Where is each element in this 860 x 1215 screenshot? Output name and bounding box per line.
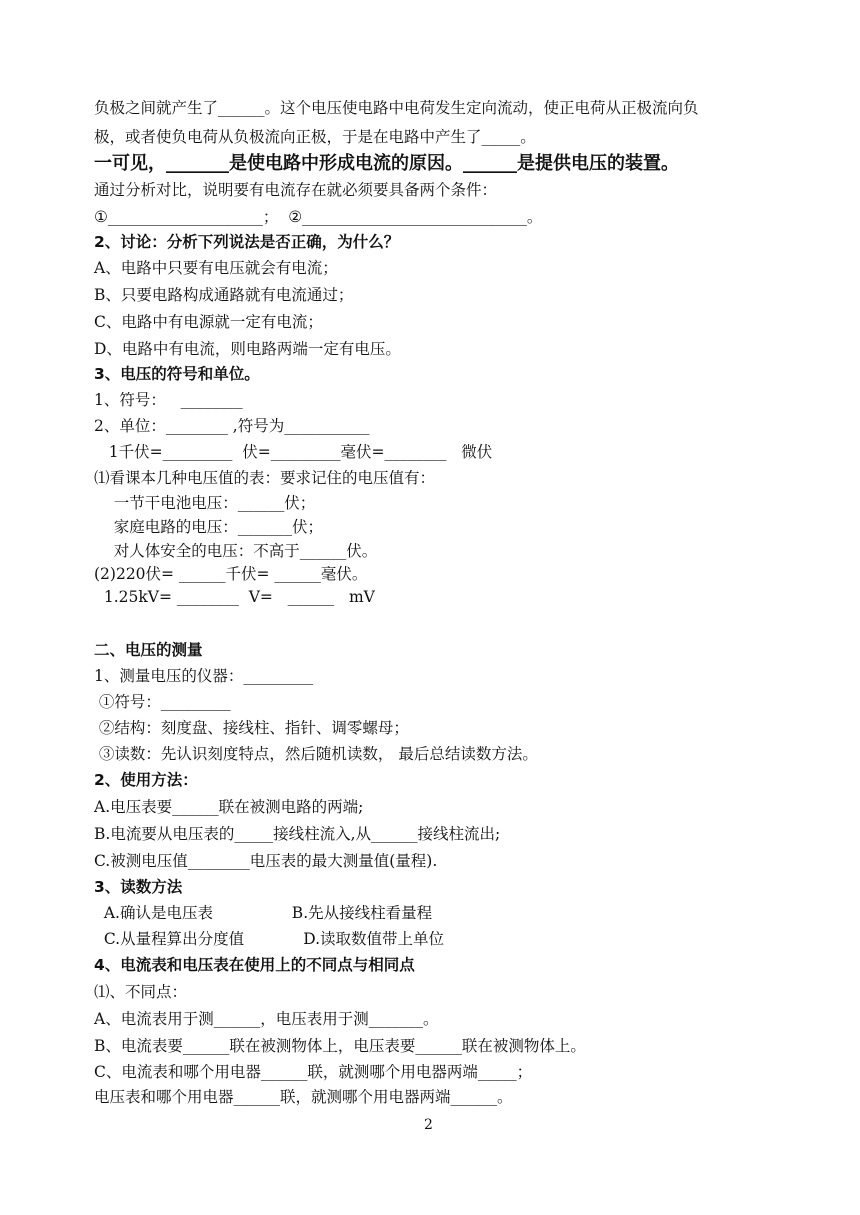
section-heading: 3、电压的符号和单位。 — [94, 365, 260, 383]
list-item: C.被测电压值________电压表的最大测量值(量程). — [94, 852, 438, 870]
list-item: A.确认是电压表 B.先从接线柱看量程 — [94, 904, 433, 922]
text-line: 1、符号： ________ — [94, 391, 243, 409]
text-line: 家庭电路的电压：_______伏； — [94, 518, 323, 536]
text-line: ⑴、不同点： — [94, 983, 188, 1001]
text-line: 1.25kV= ________ V= ______ mV — [94, 588, 375, 606]
list-item: C、电路中有电源就一定有电流； — [94, 313, 323, 331]
list-item: A、电路中只要有电压就会有电流； — [94, 259, 338, 277]
text-line: 1千伏=_________ 伏=_________毫伏=________ 微伏 — [94, 443, 493, 461]
section-heading: 3、读数方法 — [94, 878, 183, 896]
page-number: 2 — [424, 1117, 433, 1133]
text-line: 一节干电池电压：______伏； — [94, 494, 316, 512]
text-line: ③读数：先认识刻度特点，然后随机读数， 最后总结读数方法。 — [94, 745, 538, 763]
text-line: (2)220伏= ______千伏= ______毫伏。 — [94, 565, 368, 583]
list-item: C、电流表和哪个用电器______联，就测哪个用电器两端_____； — [94, 1063, 533, 1081]
text-line: 极，或者使负电荷从负极流向正极，于是在电路中产生了_____。 — [94, 128, 536, 146]
text-line: ⑴看课本几种电压值的表：要求记住的电压值有： — [94, 469, 436, 487]
section-heading: 2、使用方法： — [94, 771, 198, 789]
list-item: A.电压表要______联在被测电路的两端; — [94, 798, 364, 816]
section-heading: 2、讨论：分析下列说法是否正确，为什么？ — [94, 233, 400, 251]
blank-conditions-line: ①____________________； ②_____________________________。 — [94, 208, 543, 226]
list-item: B、只要电路构成通路就有电流通过； — [94, 286, 354, 304]
text-line: 2、单位：________ ,符号为___________ — [94, 417, 370, 435]
list-item: A、电流表用于测______，电压表用于测_______。 — [94, 1010, 439, 1028]
text-line: 通过分析对比，说明要有电流存在就必须要具备两个条件： — [94, 181, 498, 199]
text-line: 负极之间就产生了______。这个电压使电路中电荷发生定向流动，使正电荷从正极流向负 — [94, 99, 699, 117]
text-line: 1、测量电压的仪器：_________ — [94, 667, 314, 685]
text-line: 对人体安全的电压：不高于______伏。 — [94, 542, 378, 560]
list-item: D、电路中有电流，则电路两端一定有电压。 — [94, 340, 401, 358]
list-item: B、电流表要______联在被测物体上，电压表要______联在被测物体上。 — [94, 1037, 586, 1055]
text-line: ①符号：_________ — [94, 693, 231, 711]
section-heading: 4、电流表和电压表在使用上的不同点与相同点 — [94, 956, 415, 974]
list-item: C.从量程算出分度值 D.读取数值带上单位 — [94, 930, 445, 948]
text-line: ②结构：刻度盘、接线柱、指针、调零螺母； — [94, 719, 409, 737]
list-item: B.电流要从电压表的_____接线柱流入,从______接线柱流出; — [94, 825, 501, 843]
list-item: 电压表和哪个用电器______联，就测哪个用电器两端______。 — [94, 1088, 513, 1106]
chapter-heading: 二、电压的测量 — [94, 641, 203, 659]
conclusion-line: 一可见，_______是使电路中形成电流的原因。______是提供电压的装置。 — [94, 153, 679, 174]
